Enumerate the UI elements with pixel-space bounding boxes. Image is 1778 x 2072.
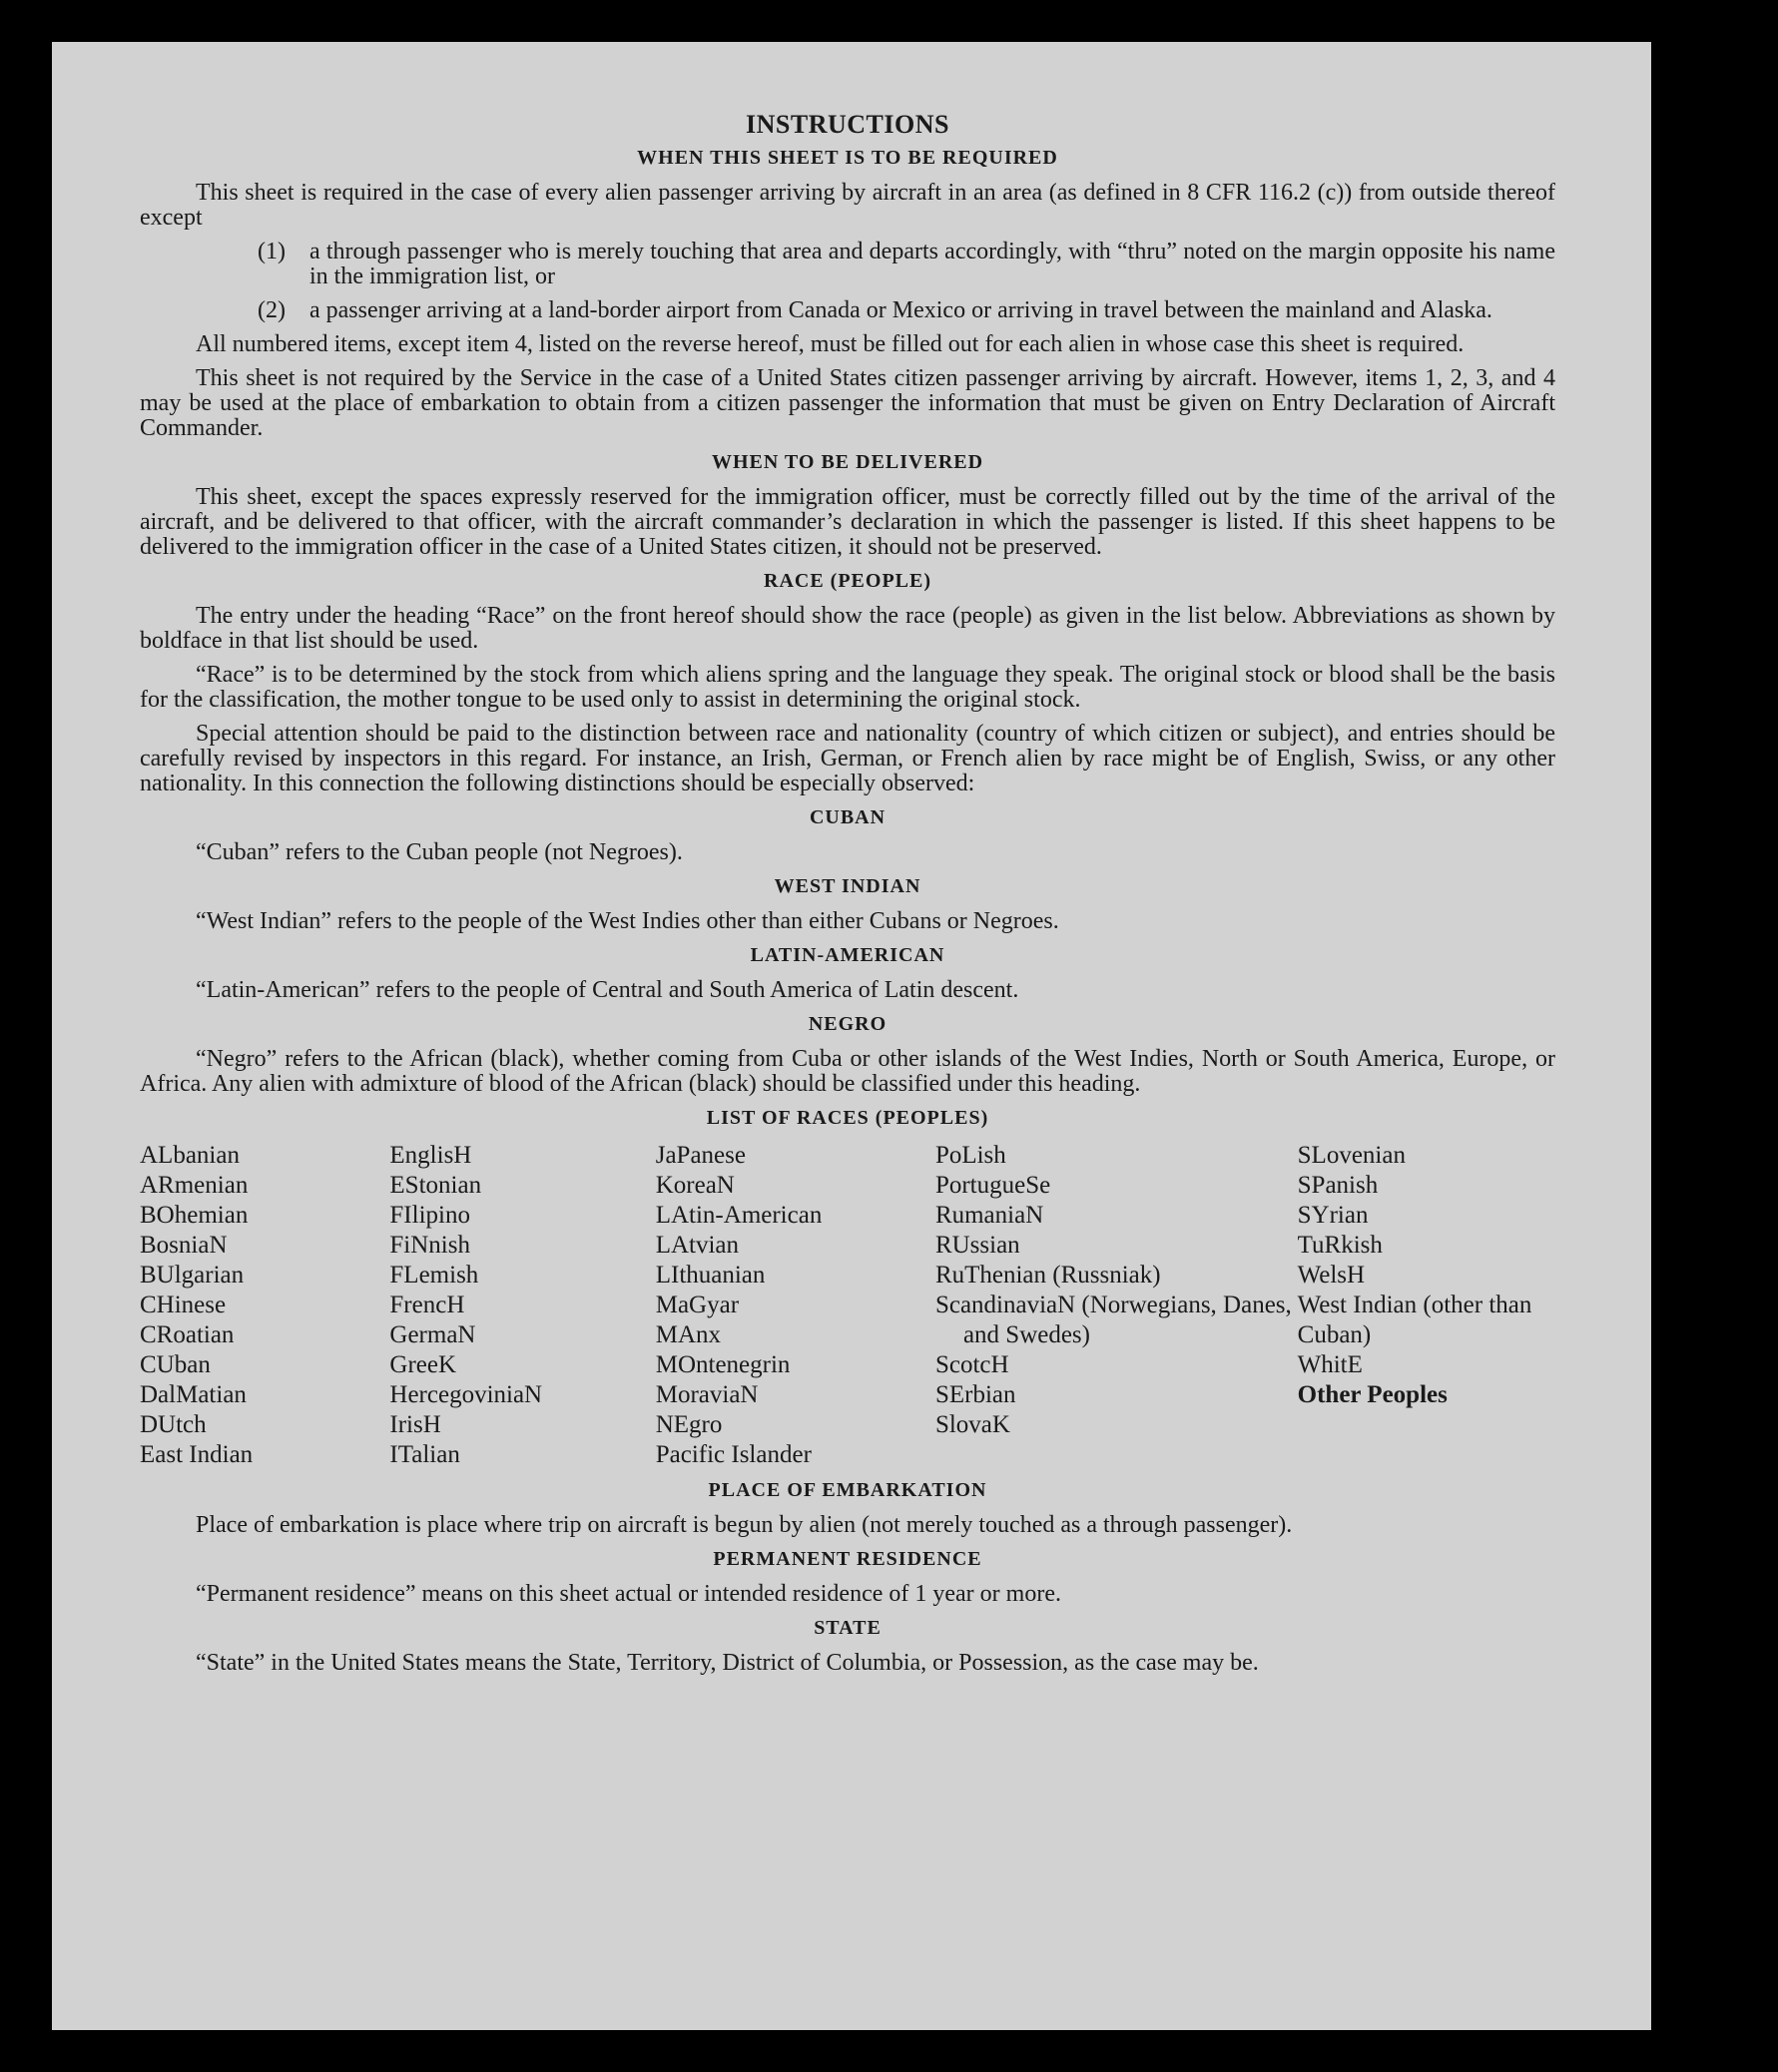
list-item: SYrian	[1297, 1202, 1369, 1229]
paragraph: Special attention should be paid to the distinction between race and nationality (country of which citizen or subject), and entries should be carefully revised by inspectors in this regard. For instance, an Irish, German, or French alien by race might be of English, Swiss, or any other nationality. In this connection the following distinctions should be especially observed:	[140, 721, 1555, 796]
list-item: FiNnish	[389, 1232, 470, 1259]
page-title: INSTRUCTIONS	[746, 110, 949, 139]
list-item: SPanish	[1297, 1172, 1379, 1199]
list-item: WelsH	[1297, 1262, 1366, 1289]
heading-race: RACE (PEOPLE)	[764, 570, 931, 592]
list-item: ALbanian	[140, 1142, 240, 1169]
list-item: FLemish	[389, 1262, 479, 1289]
definition-residence: “Permanent residence” means on this sheet actual or intended residence of 1 year or more.	[196, 1581, 1061, 1607]
list-item: SLovenian	[1297, 1142, 1406, 1169]
races-column-2	[389, 1141, 655, 1470]
paragraph: This sheet is required in the case of every alien passenger arriving by aircraft in an area (as defined in 8 CFR 116.2 (c)) from outside thereof except	[140, 180, 1555, 231]
list-item: FrencH	[389, 1292, 465, 1318]
definition-cuban: “Cuban” refers to the Cuban people (not Negroes).	[196, 839, 683, 865]
heading-list-of-races: LIST OF RACES (PEOPLES)	[706, 1107, 989, 1129]
heading-embarkation: PLACE OF EMBARKATION	[708, 1479, 987, 1501]
list-item	[140, 298, 1555, 323]
item-text: a through passenger who is merely touching that area and departs accordingly, with “thru” noted on the margin opposite his name in the immigration list, or	[309, 239, 1555, 289]
list-item: Pacific Islander	[655, 1441, 812, 1468]
races-column-4	[935, 1141, 1298, 1470]
list-item: RumaniaN	[934, 1202, 1044, 1229]
heading-when-delivered: WHEN TO BE DELIVERED	[711, 451, 984, 473]
list-item: LAtin-American	[655, 1202, 823, 1229]
instructions-content	[140, 112, 1555, 1685]
list-item: MAnx	[655, 1321, 722, 1348]
list-item: NEgro	[655, 1411, 723, 1438]
list-item: BUlgarian	[140, 1262, 245, 1289]
list-item: DUtch	[140, 1411, 207, 1438]
list-item: MOntenegrin	[655, 1351, 791, 1378]
list-item: Other Peoples	[1297, 1381, 1448, 1408]
paragraph: This sheet, except the spaces expressly reserved for the immigration officer, must be correctly filled out by the time of the arrival of the aircraft, and be delivered to that officer, with the aircraft commander’s declaration in which the passenger is listed. If this sheet happens to be delivered to the immigration officer in the case of a United States citizen, it should not be preserved.	[140, 484, 1555, 560]
heading-latin-american: LATIN-AMERICAN	[750, 944, 945, 966]
list-item: TuRkish	[1297, 1232, 1383, 1259]
paragraph: The entry under the heading “Race” on the front hereof should show the race (people) as given in the list below. Abbreviations as shown by boldface in that list should be used.	[140, 603, 1555, 654]
list-item: CUban	[140, 1351, 211, 1378]
list-item: SErbian	[934, 1381, 1016, 1408]
list-item: BosniaN	[140, 1232, 228, 1259]
list-item: GermaN	[389, 1321, 476, 1348]
list-item: EStonian	[389, 1172, 482, 1199]
list-item	[140, 240, 1555, 289]
heading-residence: PERMANENT RESIDENCE	[713, 1548, 982, 1570]
paragraph: All numbered items, except item 4, listed on the reverse hereof, must be filled out for each alien in whose case this sheet is required.	[196, 331, 1465, 357]
list-item: DalMatian	[140, 1381, 247, 1408]
list-item: CRoatian	[140, 1321, 235, 1348]
list-item: PortugueSe	[934, 1172, 1051, 1199]
heading-negro: NEGRO	[808, 1013, 888, 1035]
list-item: ScotcH	[934, 1351, 1009, 1378]
races-list	[140, 1141, 1555, 1470]
list-item: KoreaN	[655, 1172, 735, 1199]
item-text: a passenger arriving at a land-border airport from Canada or Mexico or arriving in travel between the mainland and Alaska.	[309, 297, 1492, 323]
list-item: RUssian	[934, 1232, 1020, 1259]
item-number: (1)	[258, 239, 286, 264]
list-item: IrisH	[389, 1411, 441, 1438]
document-page	[52, 42, 1651, 2030]
heading-west-indian: WEST INDIAN	[774, 875, 921, 897]
list-item: MaGyar	[655, 1292, 740, 1318]
list-item: FIlipino	[389, 1202, 470, 1229]
list-item: EnglisH	[389, 1142, 472, 1169]
list-item: BOhemian	[140, 1202, 249, 1229]
definition-negro: “Negro” refers to the African (black), whether coming from Cuba or other islands of the West Indies, North or South America, Europe, or Africa. Any alien with admixture of blood of the African (black) should be classified under this heading.	[140, 1046, 1555, 1097]
list-item: PoLish	[934, 1142, 1006, 1169]
heading-state: STATE	[814, 1617, 882, 1639]
races-column-1	[140, 1141, 389, 1470]
definition-state: “State” in the United States means the State, Territory, District of Columbia, or Possession, as the case may be.	[196, 1650, 1259, 1676]
list-item: LIthuanian	[655, 1262, 766, 1289]
heading-cuban: CUBAN	[809, 806, 887, 828]
heading-when-required: WHEN THIS SHEET IS TO BE REQUIRED	[637, 147, 1058, 169]
list-item: MoraviaN	[655, 1381, 759, 1408]
list-item: ARmenian	[140, 1172, 249, 1199]
definition-latin-american: “Latin-American” refers to the people of Central and South America of Latin descent.	[196, 977, 1019, 1003]
list-item: HercegoviniaN	[389, 1381, 543, 1408]
races-column-5	[1298, 1141, 1555, 1470]
list-item: SlovaK	[934, 1411, 1010, 1438]
list-item: WhitE	[1297, 1351, 1363, 1378]
list-item: ITalian	[389, 1441, 460, 1468]
list-item: LAtvian	[655, 1232, 740, 1259]
definition-west-indian: “West Indian” refers to the people of the West Indies other than either Cubans or Negroes.	[196, 908, 1059, 934]
paragraph: “Race” is to be determined by the stock from which aliens spring and the language they speak. The original stock or blood shall be the basis for the classification, the mother tongue to be used only to assist in determining the original stock.	[140, 662, 1555, 713]
list-item: GreeK	[389, 1351, 457, 1378]
list-item: RuThenian (Russniak)	[934, 1262, 1161, 1289]
list-item: East Indian	[140, 1441, 254, 1468]
item-number: (2)	[258, 297, 286, 323]
list-item: ScandinaviaN (Norwegians, Danes, and Swedes)	[934, 1292, 1292, 1348]
list-item: CHinese	[140, 1292, 227, 1318]
list-item: JaPanese	[655, 1142, 746, 1169]
definition-embarkation: Place of embarkation is place where trip on aircraft is begun by alien (not merely touched as a through passenger).	[196, 1512, 1293, 1538]
paragraph: This sheet is not required by the Service in the case of a United States citizen passenger arriving by aircraft. However, items 1, 2, 3, and 4 may be used at the place of embarkation to obtain from a citizen passenger the information that must be given on Entry Declaration of Aircraft Commander.	[140, 365, 1555, 441]
races-column-3	[656, 1141, 935, 1470]
list-item: West Indian (other than Cuban)	[1297, 1292, 1532, 1348]
